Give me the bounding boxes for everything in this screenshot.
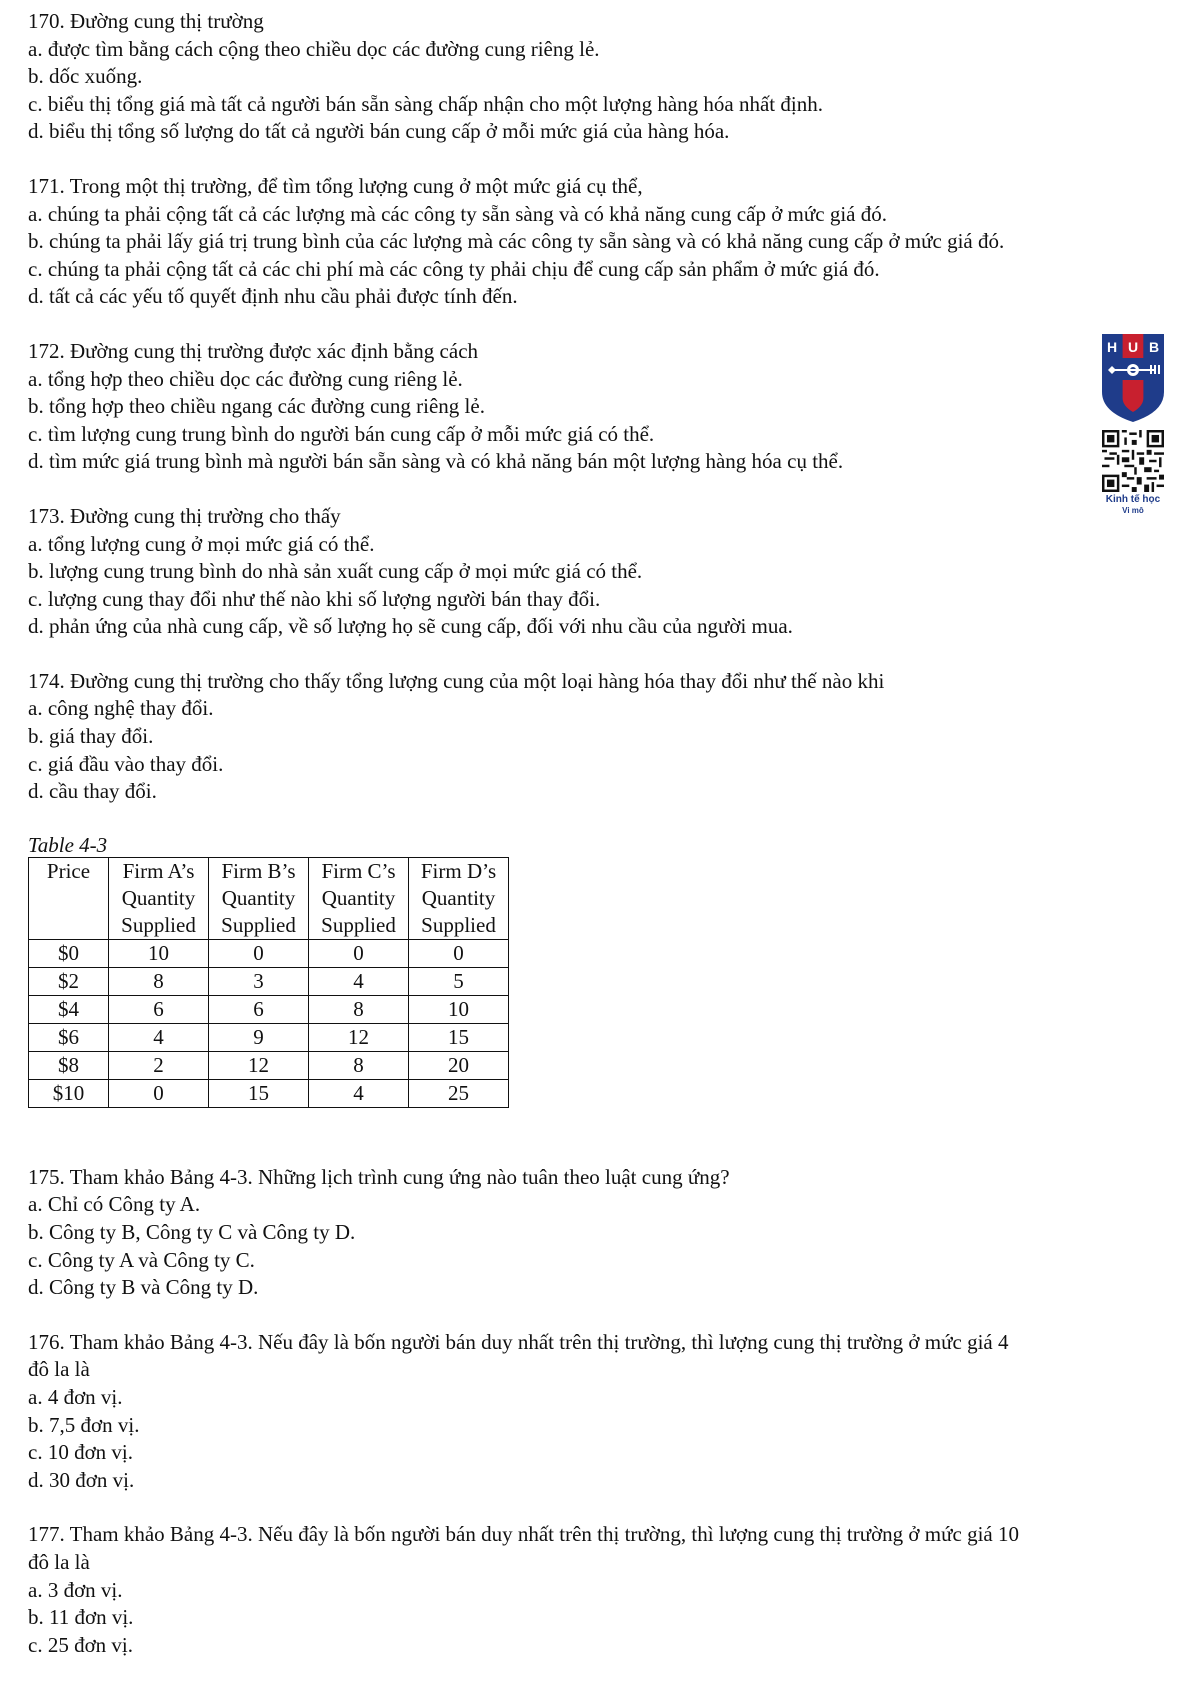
table-row (29, 1079, 509, 1107)
question-174 (28, 668, 1168, 806)
header-text: Supplied (421, 912, 496, 937)
table-cell: 25 (409, 1079, 509, 1107)
option-b: b. 7,5 đơn vị. (28, 1412, 140, 1437)
table-cell: 12 (309, 1023, 409, 1051)
question-stem: 173. Đường cung thị trường cho thấy (28, 503, 341, 528)
logo-letter-u: U (1127, 339, 1139, 355)
table-cell: 0 (409, 939, 509, 967)
header-text: Firm B’s (221, 858, 296, 883)
table-cell: 4 (309, 967, 409, 995)
option-d: d. tất cả các yếu tố quyết định nhu cầu phải được tính đến. (28, 284, 518, 309)
option-d: d. Công ty B và Công ty D. (28, 1275, 259, 1300)
table-cell: 6 (209, 995, 309, 1023)
option-c: c. biểu thị tổng giá mà tất cả người bán sẵn sàng chấp nhận cho một lượng hàng hóa nhất định. (28, 91, 823, 116)
question-stem: 176. Tham khảo Bảng 4-3. Nếu đây là bốn người bán duy nhất trên thị trường, thì lượng cung thị trường ở mức giá 4 (28, 1329, 1009, 1354)
table-cell: 9 (209, 1023, 309, 1051)
question-stem-continued: đô la là (28, 1549, 90, 1574)
question-stem: 177. Tham khảo Bảng 4-3. Nếu đây là bốn người bán duy nhất trên thị trường, thì lượng cung thị trường ở mức giá 10 (28, 1522, 1019, 1547)
option-a: a. chúng ta phải cộng tất cả các lượng mà các công ty sẵn sàng và có khả năng cung cấp ở mức giá đó. (28, 201, 887, 226)
supply-table (28, 857, 509, 1108)
option-a: a. Chỉ có Công ty A. (28, 1192, 201, 1217)
table-cell: $8 (29, 1051, 109, 1079)
table-cell: $2 (29, 967, 109, 995)
header-firm-c (309, 857, 409, 939)
question-175 (28, 1164, 1168, 1302)
shield-logo-icon (1100, 332, 1166, 424)
table-cell: 6 (109, 995, 209, 1023)
option-a: a. tổng lượng cung ở mọi mức giá có thể. (28, 531, 375, 556)
table-cell: 8 (309, 995, 409, 1023)
table-cell: $10 (29, 1079, 109, 1107)
option-a: a. 3 đơn vị. (28, 1577, 123, 1602)
table-cell: 8 (309, 1051, 409, 1079)
header-text: Quantity (321, 885, 396, 910)
table-row (29, 939, 509, 967)
question-177 (28, 1521, 1168, 1659)
table-cell: 0 (309, 939, 409, 967)
option-a: a. 4 đơn vị. (28, 1385, 123, 1409)
table-cell: 8 (109, 967, 209, 995)
header-text: Supplied (321, 912, 396, 937)
table-cell: 0 (109, 1079, 209, 1107)
header-text: Firm C’s (321, 858, 396, 883)
option-d: d. biểu thị tổng số lượng do tất cả người bán cung cấp ở mỗi mức giá của hàng hóa. (28, 119, 730, 144)
question-stem: 174. Đường cung thị trường cho thấy tổng lượng cung của một loại hàng hóa thay đổi như thế nào khi (28, 668, 885, 693)
option-b: b. lượng cung trung bình do nhà sản xuất cung cấp ở mọi mức giá có thể. (28, 559, 643, 584)
option-c: c. lượng cung thay đổi như thế nào khi số lượng người bán thay đổi. (28, 586, 601, 611)
table-cell: 10 (109, 939, 209, 967)
option-a: a. tổng hợp theo chiều dọc các đường cung riêng lẻ. (28, 366, 463, 391)
question-stem: 170. Đường cung thị trường (28, 9, 264, 33)
qr-code-icon (1102, 430, 1164, 492)
option-b: b. 11 đơn vị. (28, 1605, 134, 1630)
header-firm-b (209, 857, 309, 939)
option-d: d. phản ứng của nhà cung cấp, về số lượng họ sẽ cung cấp, đối với nhu cầu của người mua. (28, 614, 793, 639)
table-row (29, 1023, 509, 1051)
logo-letter-b: B (1148, 339, 1160, 355)
option-b: b. giá thay đổi. (28, 724, 154, 749)
question-stem: 171. Trong một thị trường, để tìm tổng lượng cung ở một mức giá cụ thể, (28, 173, 643, 198)
document-content (28, 8, 1168, 1659)
option-b: b. Công ty B, Công ty C và Công ty D. (28, 1220, 356, 1245)
table-cell: 10 (409, 995, 509, 1023)
table-caption: Table 4-3 (28, 832, 108, 857)
header-text: Supplied (121, 912, 196, 937)
option-b: b. chúng ta phải lấy giá trị trung bình của các lượng mà các công ty sẵn sàng và có khả năng cung cấp ở mức giá đó. (28, 229, 1005, 254)
table-cell: 15 (409, 1023, 509, 1051)
question-176 (28, 1329, 1168, 1495)
option-d: d. tìm mức giá trung bình mà người bán sẵn sàng và có khả năng bán một lượng hàng hóa cụ thể. (28, 449, 844, 474)
option-c: c. giá đầu vào thay đổi. (28, 751, 224, 776)
option-c: c. Công ty A và Công ty C. (28, 1247, 255, 1272)
table-cell: $0 (29, 939, 109, 967)
table-cell: $6 (29, 1023, 109, 1051)
header-text: Quantity (421, 885, 496, 910)
logo-letter-h: H (1106, 339, 1118, 355)
header-text: Firm A’s (122, 858, 195, 883)
header-price (29, 857, 109, 939)
question-stem: 172. Đường cung thị trường được xác định bằng cách (28, 338, 479, 363)
table-header-row (29, 857, 509, 939)
question-stem: 175. Tham khảo Bảng 4-3. Những lịch trình cung ứng nào tuân theo luật cung ứng? (28, 1164, 730, 1189)
table-cell: 0 (209, 939, 309, 967)
table-cell: 2 (109, 1051, 209, 1079)
header-text: Supplied (221, 912, 296, 937)
option-c: c. 25 đơn vị. (28, 1632, 134, 1657)
table-cell: $4 (29, 995, 109, 1023)
header-text: Quantity (121, 885, 196, 910)
table-row (29, 967, 509, 995)
table-cell: 4 (109, 1023, 209, 1051)
table-cell: 5 (409, 967, 509, 995)
table-cell: 3 (209, 967, 309, 995)
option-d: d. cầu thay đổi. (28, 779, 157, 804)
logo-subcaption: Vi mô (1122, 506, 1144, 515)
table-cell: 4 (309, 1079, 409, 1107)
table-row (29, 995, 509, 1023)
table-cell: 20 (409, 1051, 509, 1079)
option-a: a. được tìm bằng cách cộng theo chiều dọc các đường cung riêng lẻ. (28, 36, 600, 61)
header-text: Firm D’s (420, 858, 497, 883)
table-cell: 12 (209, 1051, 309, 1079)
header-firm-a (109, 857, 209, 939)
question-170 (28, 8, 1168, 146)
option-b: b. dốc xuống. (28, 64, 143, 89)
option-d: d. 30 đơn vị. (28, 1467, 135, 1492)
question-stem-continued: đô la là (28, 1357, 90, 1382)
question-171 (28, 173, 1168, 311)
option-c: c. tìm lượng cung trung bình do người bán cung cấp ở mỗi mức giá có thể. (28, 421, 655, 446)
question-173 (28, 503, 1168, 641)
header-text: Quantity (221, 885, 296, 910)
option-c: c. chúng ta phải cộng tất cả các chi phí mà các công ty phải chịu để cung cấp sản phẩm ở mức giá đó. (28, 256, 880, 281)
option-a: a. công nghệ thay đổi. (28, 696, 214, 721)
header-firm-d (409, 857, 509, 939)
option-c: c. 10 đơn vị. (28, 1440, 134, 1465)
table-cell: 15 (209, 1079, 309, 1107)
header-text: Price (46, 858, 91, 883)
logo-caption: Kinh tế học (1105, 494, 1161, 505)
table-row (29, 1051, 509, 1079)
question-172 (28, 338, 1168, 476)
option-b: b. tổng hợp theo chiều ngang các đường cung riêng lẻ. (28, 394, 485, 419)
